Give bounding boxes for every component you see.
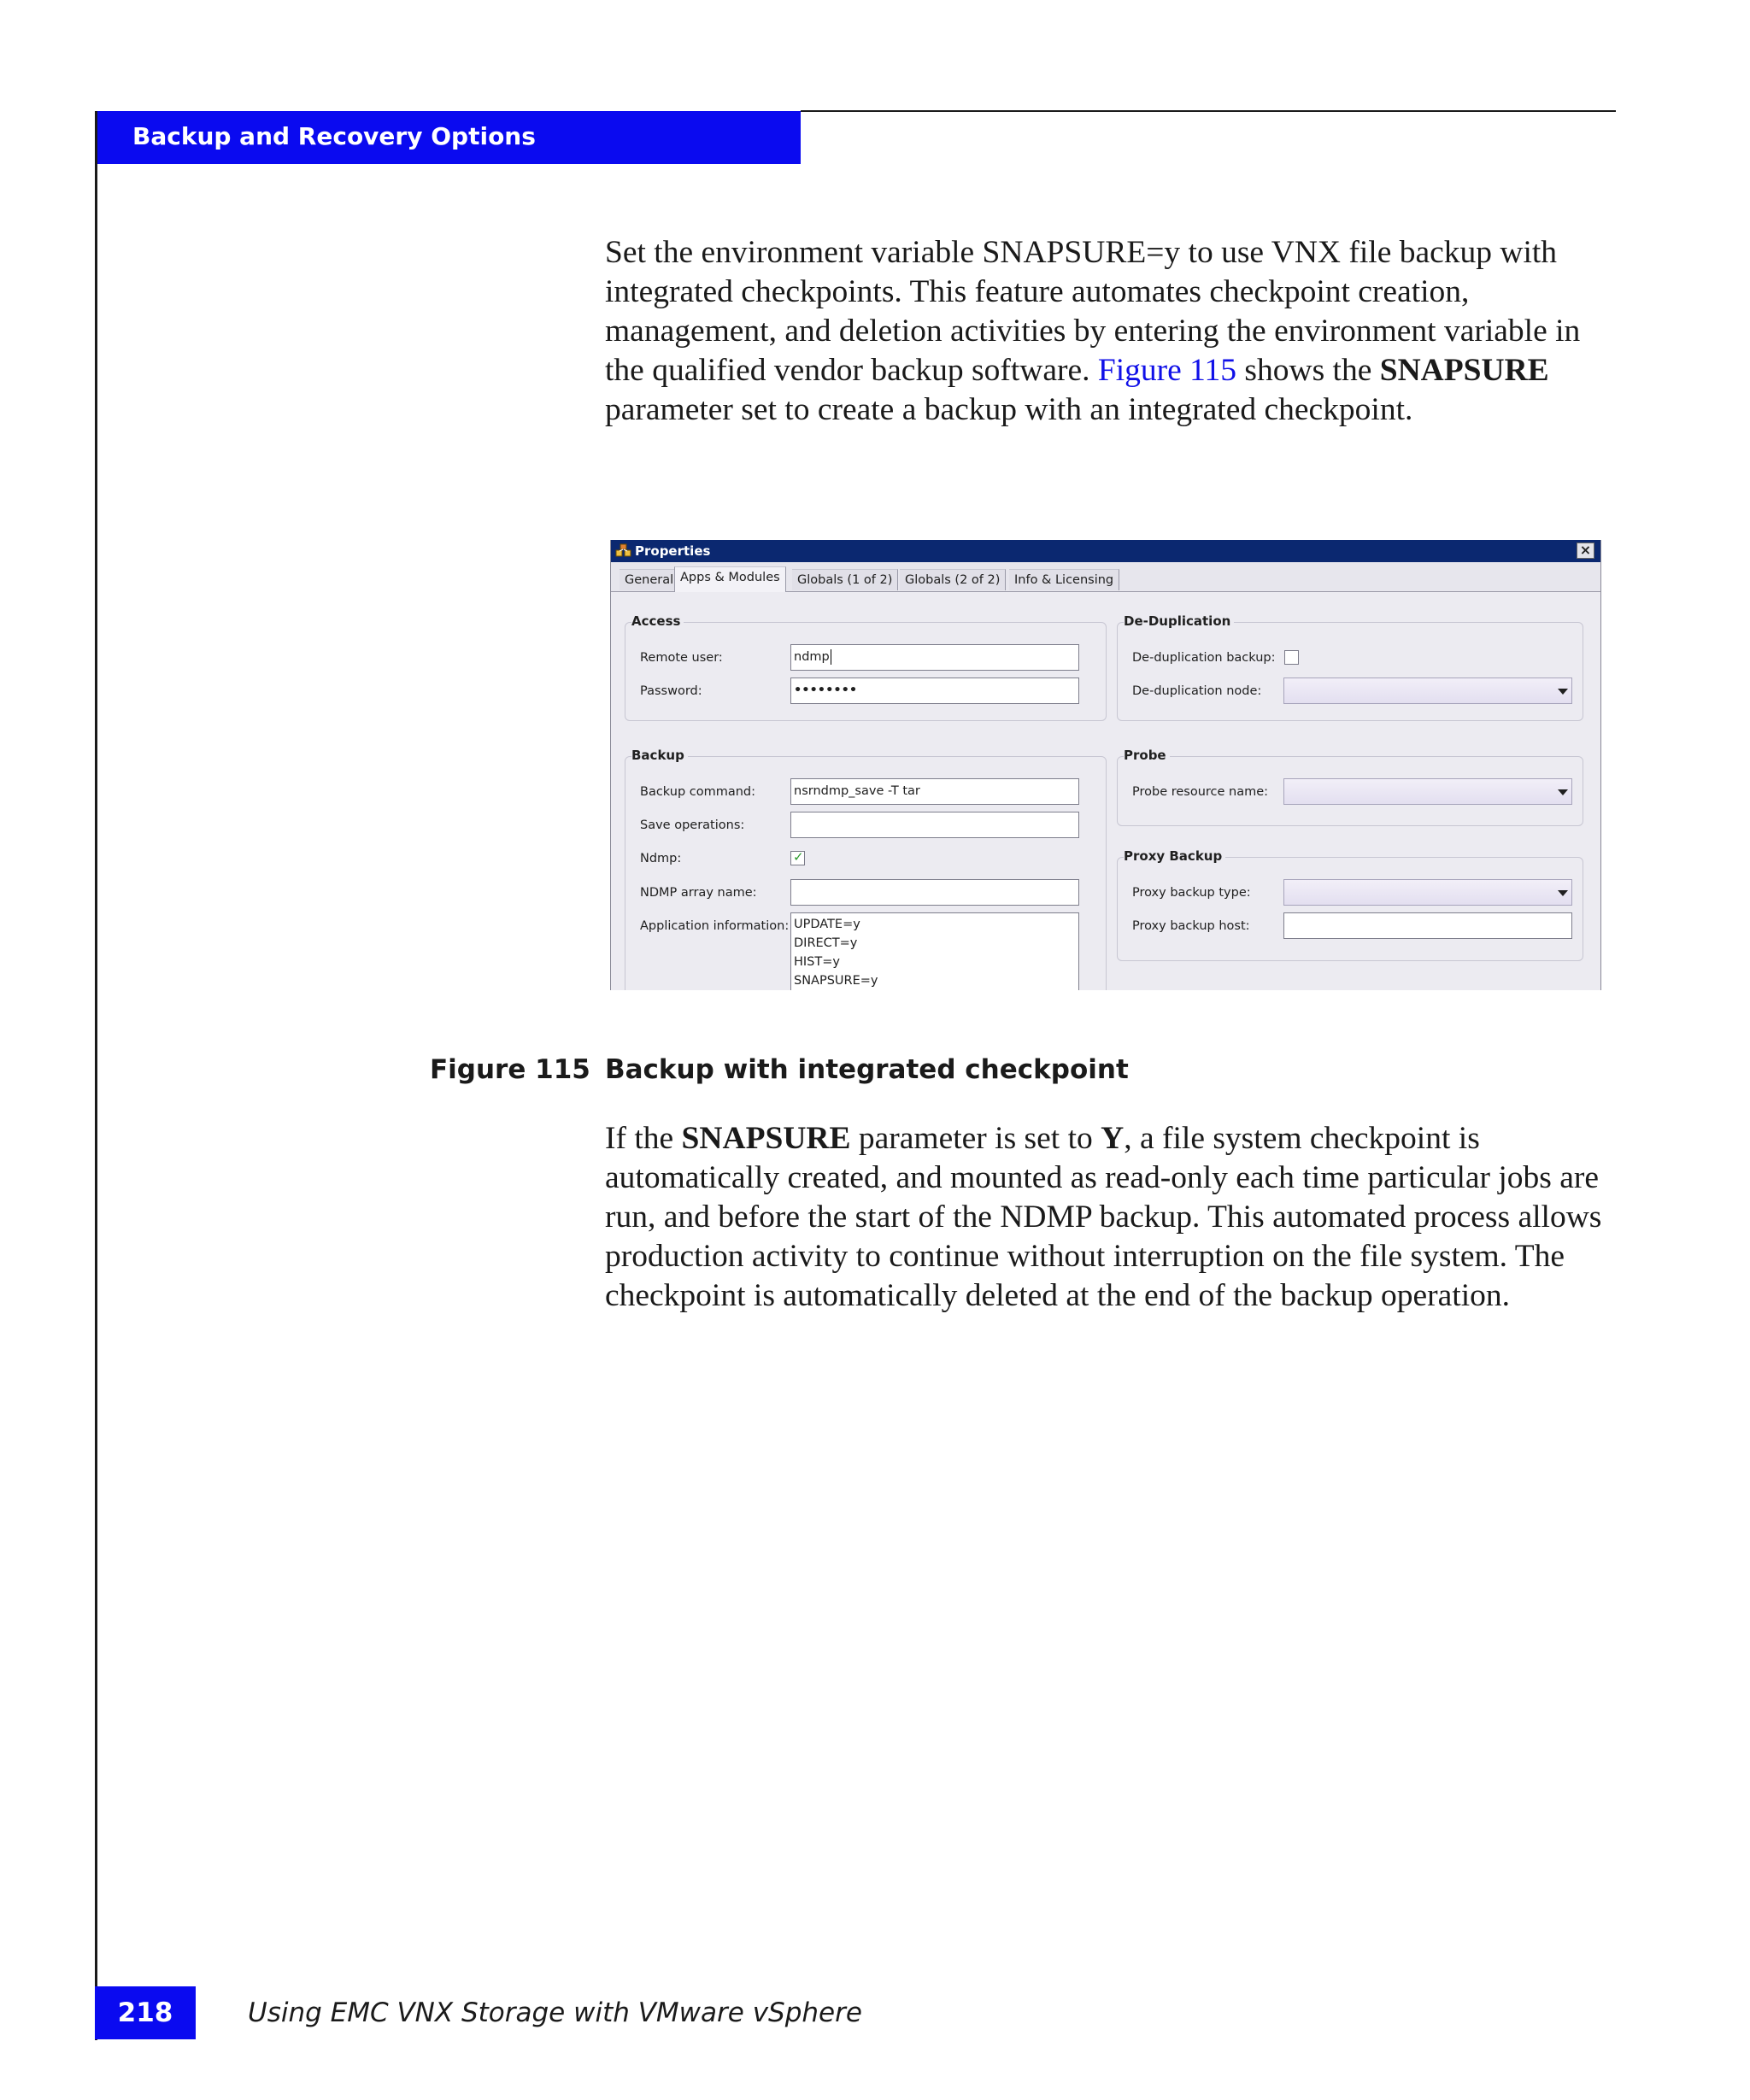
- intro-text-mid: shows the: [1236, 353, 1380, 388]
- app-info-line: UPDATE=y: [794, 918, 860, 931]
- access-group: [625, 622, 1107, 721]
- remote-user-label: Remote user:: [640, 651, 723, 665]
- app-info-line: HIST=y: [794, 955, 840, 969]
- proxy-backup-group-title: Proxy Backup: [1124, 848, 1225, 865]
- dedup-backup-checkbox[interactable]: [1284, 650, 1299, 665]
- intro-paragraph: [605, 233, 1613, 430]
- probe-resource-label: Probe resource name:: [1132, 785, 1269, 799]
- properties-app-icon: [615, 543, 632, 559]
- checkmark-icon: ✓: [793, 849, 804, 865]
- dedup-backup-label: De-duplication backup:: [1132, 651, 1276, 665]
- intro-text-end: parameter set to create a backup with an integrated checkpoint.: [605, 392, 1413, 427]
- snapsure-text-mid: parameter is set to: [850, 1121, 1101, 1156]
- password-label: Password:: [640, 684, 702, 698]
- proxy-host-input[interactable]: [1283, 912, 1572, 939]
- remote-user-value: ndmp: [794, 650, 830, 664]
- page-number: 218: [95, 1986, 196, 2039]
- deduplication-group: [1117, 622, 1583, 721]
- chevron-down-icon: [1558, 890, 1568, 896]
- snapsure-text-end: , a file system checkpoint is automatically created, and mounted as read-only each time particular jobs are run, and before the start of the NDMP backup. This automated process allows production activity to continue without interruption on the file system. The checkpoint is automatically deleted at the end of the backup operation.: [605, 1121, 1602, 1313]
- figure-reference-link[interactable]: Figure 115: [1097, 353, 1237, 388]
- dialog-titlebar: [611, 540, 1600, 562]
- chevron-down-icon: [1558, 789, 1568, 795]
- tab-general[interactable]: General: [620, 569, 679, 590]
- ndmp-array-label: NDMP array name:: [640, 886, 757, 900]
- proxy-host-label: Proxy backup host:: [1132, 919, 1250, 933]
- proxy-type-label: Proxy backup type:: [1132, 886, 1251, 900]
- app-info-line: DIRECT=y: [794, 936, 858, 950]
- chevron-down-icon: [1558, 689, 1568, 695]
- ndmp-checkbox[interactable]: [790, 851, 805, 865]
- ndmp-label: Ndmp:: [640, 852, 682, 865]
- snapsure-bold-term: SNAPSURE: [681, 1121, 851, 1156]
- tab-globals-1[interactable]: Globals (1 of 2): [792, 569, 898, 590]
- snapsure-paragraph: [605, 1119, 1613, 1316]
- save-operations-label: Save operations:: [640, 818, 745, 832]
- proxy-backup-group: [1117, 857, 1583, 961]
- tab-strip: [611, 562, 1600, 592]
- backup-group-title: Backup: [631, 747, 688, 764]
- intro-bold-term: SNAPSURE: [1379, 353, 1549, 388]
- snapsure-bold-value: Y: [1101, 1121, 1125, 1156]
- password-input[interactable]: ••••••••: [790, 678, 1079, 704]
- remote-user-input[interactable]: [790, 644, 1079, 671]
- app-info-textarea[interactable]: [790, 912, 1079, 990]
- ndmp-array-input[interactable]: [790, 879, 1079, 906]
- app-info-label: Application information:: [640, 919, 790, 933]
- left-margin-rule: [95, 111, 97, 2040]
- tab-apps-modules[interactable]: Apps & Modules: [674, 566, 786, 592]
- dialog-title: Properties: [635, 543, 711, 559]
- figure-caption: Backup with integrated checkpoint: [605, 1054, 1129, 1085]
- save-operations-input[interactable]: [790, 812, 1079, 838]
- backup-command-label: Backup command:: [640, 785, 756, 799]
- properties-dialog-screenshot: [610, 540, 1601, 990]
- book-title: Using EMC VNX Storage with VMware vSphere: [248, 1997, 862, 2028]
- dedup-node-label: De-duplication node:: [1132, 684, 1262, 698]
- tab-info-licensing[interactable]: Info & Licensing: [1009, 569, 1119, 590]
- probe-group-title: Probe: [1124, 747, 1170, 764]
- snapsure-text-start: If the: [605, 1121, 682, 1156]
- probe-resource-select[interactable]: [1283, 778, 1572, 805]
- section-header-title: Backup and Recovery Options: [132, 122, 536, 150]
- close-icon[interactable]: ×: [1577, 543, 1594, 559]
- proxy-type-select[interactable]: [1283, 879, 1572, 906]
- deduplication-group-title: De-Duplication: [1124, 613, 1234, 630]
- header-rule: [801, 110, 1616, 112]
- backup-command-input[interactable]: nsrndmp_save -T tar: [790, 778, 1079, 805]
- app-info-line: SNAPSURE=y: [794, 974, 878, 988]
- tab-globals-2[interactable]: Globals (2 of 2): [900, 569, 1006, 590]
- access-group-title: Access: [631, 613, 684, 630]
- intro-text-start: Set the environment variable SNAPSURE=y to use VNX file backup with integrated checkpoints. This feature automates checkpoint creation, management, and deletion activities by entering the environment variable in the qualified vendor backup software.: [605, 235, 1581, 388]
- figure-label: Figure 115: [430, 1054, 590, 1085]
- dedup-node-select[interactable]: [1283, 678, 1572, 704]
